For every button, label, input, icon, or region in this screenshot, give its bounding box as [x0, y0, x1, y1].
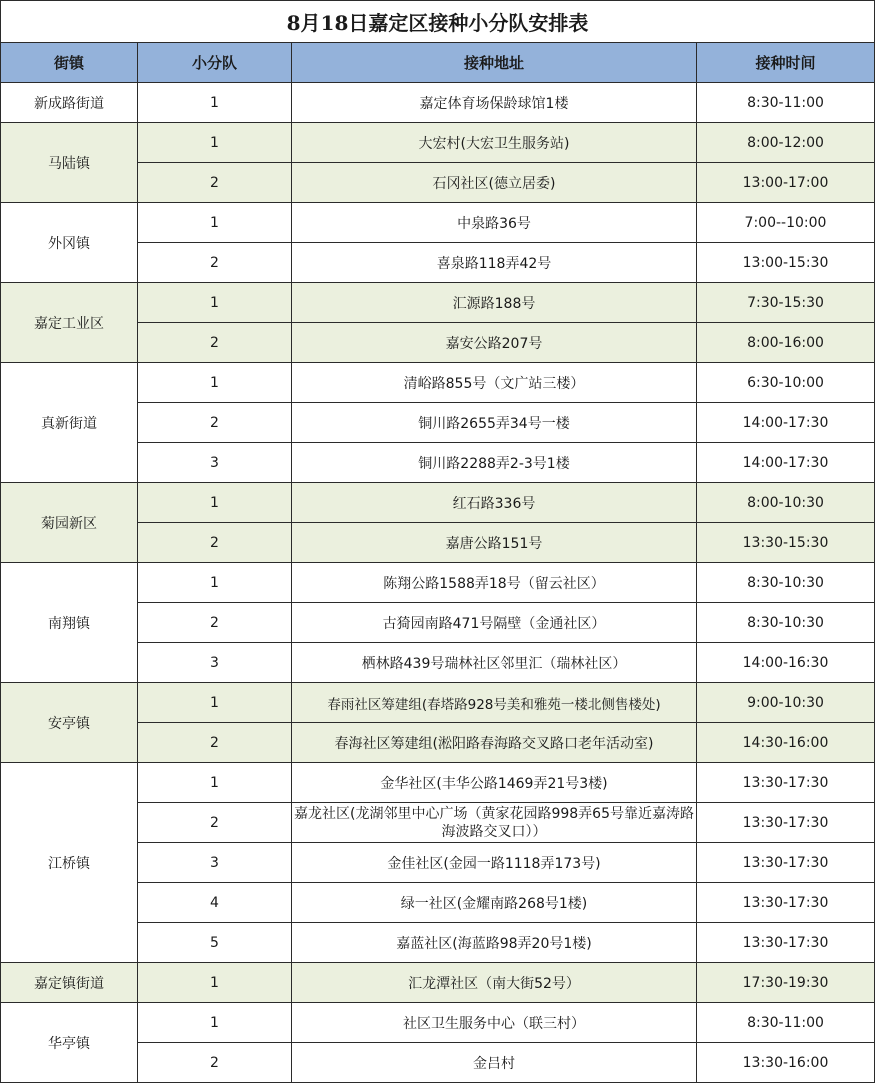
time-cell: 13:00-15:30: [697, 243, 875, 283]
address-cell: 中泉路36号: [292, 203, 697, 243]
team-cell: 2: [138, 723, 292, 763]
table-row: [1, 563, 875, 603]
address-cell: 汇源路188号: [292, 283, 697, 323]
team-cell: 2: [138, 1043, 292, 1083]
address-cell: 金佳社区(金园一路1118弄173号): [292, 843, 697, 883]
address-cell: 春海社区筹建组(淞阳路春海路交叉路口老年活动室): [292, 723, 697, 763]
time-cell: 8:00-12:00: [697, 123, 875, 163]
time-cell: 7:30-15:30: [697, 283, 875, 323]
team-cell: 1: [138, 83, 292, 123]
address-cell: 古猗园南路471号隔壁（金通社区）: [292, 603, 697, 643]
team-cell: 3: [138, 843, 292, 883]
table-row: [1, 483, 875, 523]
team-cell: 2: [138, 323, 292, 363]
time-cell: 13:30-17:30: [697, 923, 875, 963]
address-cell: 绿一社区(金耀南路268号1楼): [292, 883, 697, 923]
time-cell: 13:30-17:30: [697, 843, 875, 883]
address-cell: 金华社区(丰华公路1469弄21号3楼): [292, 763, 697, 803]
address-cell: 铜川路2655弄34号一楼: [292, 403, 697, 443]
time-cell: 8:30-11:00: [697, 83, 875, 123]
time-cell: 13:30-17:30: [697, 763, 875, 803]
district-cell: 马陆镇: [1, 123, 138, 203]
table-row: [1, 363, 875, 403]
header-team: 小分队: [138, 43, 292, 83]
address-cell: 喜泉路118弄42号: [292, 243, 697, 283]
address-cell: 红石路336号: [292, 483, 697, 523]
time-cell: 14:30-16:00: [697, 723, 875, 763]
header-row: [1, 43, 875, 83]
team-cell: 2: [138, 243, 292, 283]
time-cell: 14:00-17:30: [697, 403, 875, 443]
district-cell: 新成路街道: [1, 83, 138, 123]
time-cell: 8:30-11:00: [697, 1003, 875, 1043]
team-cell: 2: [138, 403, 292, 443]
team-cell: 2: [138, 603, 292, 643]
district-cell: 嘉定工业区: [1, 283, 138, 363]
address-cell: 嘉蓝社区(海蓝路98弄20号1楼): [292, 923, 697, 963]
address-cell: 嘉安公路207号: [292, 323, 697, 363]
time-cell: 8:30-10:30: [697, 603, 875, 643]
team-cell: 1: [138, 963, 292, 1003]
team-cell: 1: [138, 763, 292, 803]
address-cell: 铜川路2288弄2-3号1楼: [292, 443, 697, 483]
time-cell: 9:00-10:30: [697, 683, 875, 723]
table-row: [1, 963, 875, 1003]
time-cell: 8:30-10:30: [697, 563, 875, 603]
district-cell: 外冈镇: [1, 203, 138, 283]
team-cell: 1: [138, 683, 292, 723]
time-cell: 7:00--10:00: [697, 203, 875, 243]
district-cell: 安亭镇: [1, 683, 138, 763]
team-cell: 2: [138, 163, 292, 203]
team-cell: 1: [138, 123, 292, 163]
time-cell: 13:30-17:30: [697, 803, 875, 843]
address-cell: 嘉唐公路151号: [292, 523, 697, 563]
table-row: [1, 283, 875, 323]
address-cell: 金吕村: [292, 1043, 697, 1083]
address-cell: 石冈社区(德立居委): [292, 163, 697, 203]
table-row: [1, 683, 875, 723]
team-cell: 2: [138, 803, 292, 843]
team-cell: 1: [138, 483, 292, 523]
address-cell: 大宏村(大宏卫生服务站): [292, 123, 697, 163]
time-cell: 14:00-16:30: [697, 643, 875, 683]
address-cell: 嘉定体育场保龄球馆1楼: [292, 83, 697, 123]
table-row: [1, 83, 875, 123]
address-cell: 嘉龙社区(龙湖邻里中心广场（黄家花园路998弄65号靠近嘉涛路海波路交叉口））: [292, 803, 697, 843]
district-cell: 嘉定镇街道: [1, 963, 138, 1003]
team-cell: 1: [138, 203, 292, 243]
header-district: 街镇: [1, 43, 138, 83]
header-address: 接种地址: [292, 43, 697, 83]
address-cell: 栖林路439号瑞林社区邻里汇（瑞林社区）: [292, 643, 697, 683]
header-time: 接种时间: [697, 43, 875, 83]
team-cell: 1: [138, 363, 292, 403]
time-cell: 8:00-10:30: [697, 483, 875, 523]
team-cell: 1: [138, 283, 292, 323]
time-cell: 13:30-17:30: [697, 883, 875, 923]
team-cell: 3: [138, 443, 292, 483]
team-cell: 2: [138, 523, 292, 563]
time-cell: 14:00-17:30: [697, 443, 875, 483]
team-cell: 3: [138, 643, 292, 683]
time-cell: 8:00-16:00: [697, 323, 875, 363]
address-cell: 汇龙潭社区（南大街52号）: [292, 963, 697, 1003]
time-cell: 6:30-10:00: [697, 363, 875, 403]
team-cell: 5: [138, 923, 292, 963]
address-cell: 陈翔公路1588弄18号（留云社区）: [292, 563, 697, 603]
district-cell: 华亭镇: [1, 1003, 138, 1083]
time-cell: 17:30-19:30: [697, 963, 875, 1003]
table-title: 8月18日嘉定区接种小分队安排表: [1, 1, 875, 43]
table-row: [1, 203, 875, 243]
team-cell: 1: [138, 1003, 292, 1043]
district-cell: 菊园新区: [1, 483, 138, 563]
district-cell: 江桥镇: [1, 763, 138, 963]
team-cell: 1: [138, 563, 292, 603]
address-cell: 春雨社区筹建组(春塔路928号美和雅苑一楼北侧售楼处): [292, 683, 697, 723]
time-cell: 13:00-17:00: [697, 163, 875, 203]
table-row: [1, 123, 875, 163]
district-cell: 真新街道: [1, 363, 138, 483]
table-row: [1, 1003, 875, 1043]
address-cell: 清峪路855号（文广站三楼）: [292, 363, 697, 403]
table-body: [1, 83, 875, 1083]
district-cell: 南翔镇: [1, 563, 138, 683]
time-cell: 13:30-15:30: [697, 523, 875, 563]
team-cell: 4: [138, 883, 292, 923]
time-cell: 13:30-16:00: [697, 1043, 875, 1083]
table-row: [1, 763, 875, 803]
address-cell: 社区卫生服务中心（联三村）: [292, 1003, 697, 1043]
